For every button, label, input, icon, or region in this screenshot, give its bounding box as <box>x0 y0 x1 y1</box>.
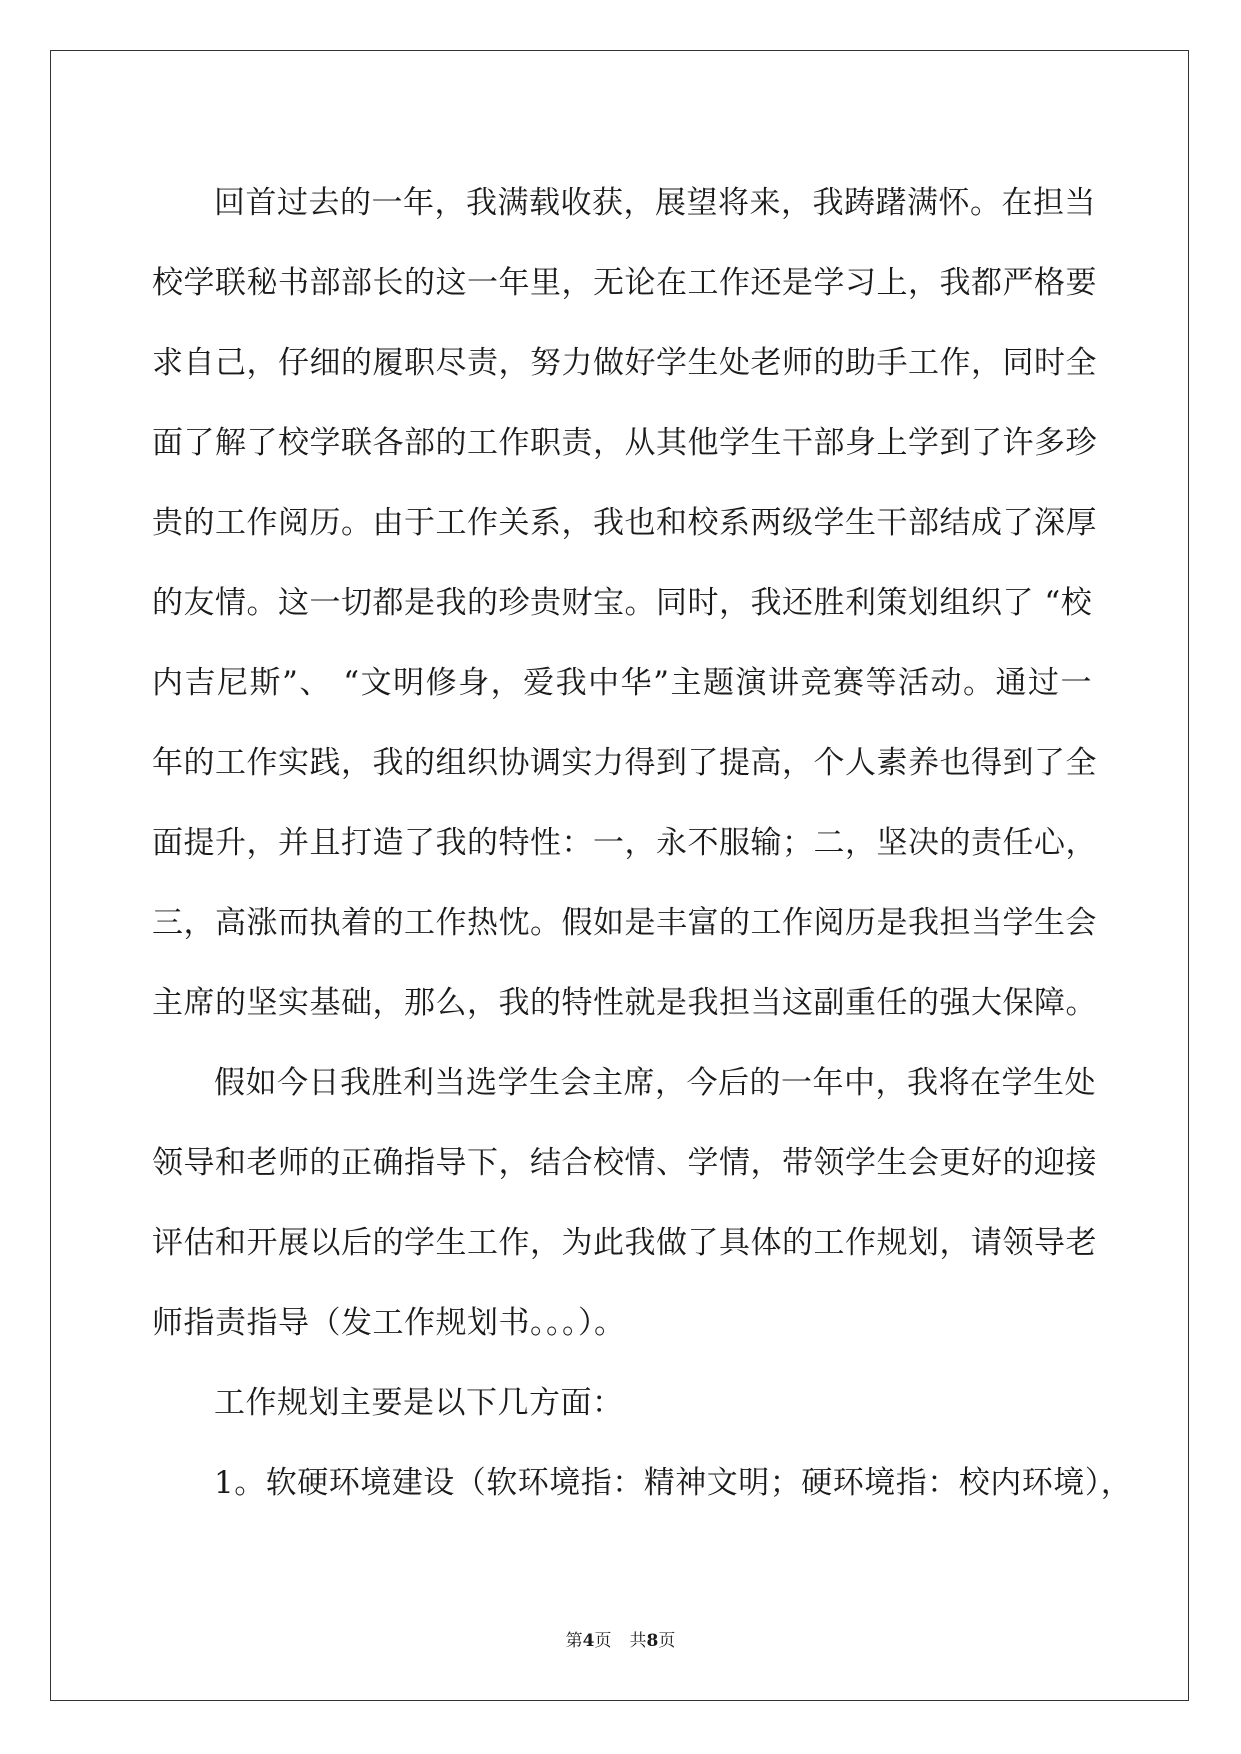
text-line: 三，高涨而执着的工作热忱。假如是丰富的工作阅历是我担当学生会 <box>152 905 1097 941</box>
text-line: 1。软硬环境建设（软环境指：精神文明；硬环境指：校内环境）， <box>214 1465 1133 1501</box>
text-line: 回首过去的一年，我满载收获，展望将来，我踌躇满怀。在担当 <box>214 185 1096 221</box>
text-line: 主席的坚实基础，那么，我的特性就是我担当这副重任的强大保障。 <box>152 985 1097 1021</box>
text-line: 面提升，并且打造了我的特性：一，永不服输；二，坚决的责任心， <box>152 825 1097 861</box>
text-line: 评估和开展以后的学生工作，为此我做了具体的工作规划，请领导老 <box>152 1225 1097 1261</box>
text-line: 假如今日我胜利当选学生会主席，今后的一年中，我将在学生处 <box>214 1065 1096 1101</box>
page-footer <box>0 1626 1241 1651</box>
text-line: 师指责指导（发工作规划书。。。）。 <box>152 1305 626 1341</box>
footer-page-current: 4 <box>582 1631 595 1651</box>
document-body <box>152 163 1133 1523</box>
text-line: 的友情。这一切都是我的珍贵财宝。同时，我还胜利策划组织了 “校 <box>152 585 1093 621</box>
text-line: 贵的工作阅历。由于工作关系，我也和校系两级学生干部结成了深厚 <box>152 505 1097 541</box>
footer-page-prefix: 第 <box>565 1631 583 1651</box>
footer-total-prefix: 共 <box>629 1631 647 1651</box>
footer-page-total: 8 <box>646 1631 659 1651</box>
footer-page-suffix: 页 <box>594 1631 612 1651</box>
text-line: 领导和老师的正确指导下，结合校情、学情，带领学生会更好的迎接 <box>152 1145 1097 1181</box>
footer-total-suffix: 页 <box>658 1631 676 1651</box>
text-line: 内吉尼斯”、 “文明修身，爱我中华”主题演讲竞赛等活动。通过一 <box>152 665 1092 701</box>
text-line: 校学联秘书部部长的这一年里，无论在工作还是学习上，我都严格要 <box>152 265 1097 301</box>
text-line: 工作规划主要是以下几方面： <box>214 1385 624 1421</box>
text-line: 求自己，仔细的履职尽责，努力做好学生处老师的助手工作，同时全 <box>152 345 1097 381</box>
text-line: 年的工作实践，我的组织协调实力得到了提高，个人素养也得到了全 <box>152 745 1097 781</box>
text-line: 面了解了校学联各部的工作职责，从其他学生干部身上学到了许多珍 <box>152 425 1097 461</box>
